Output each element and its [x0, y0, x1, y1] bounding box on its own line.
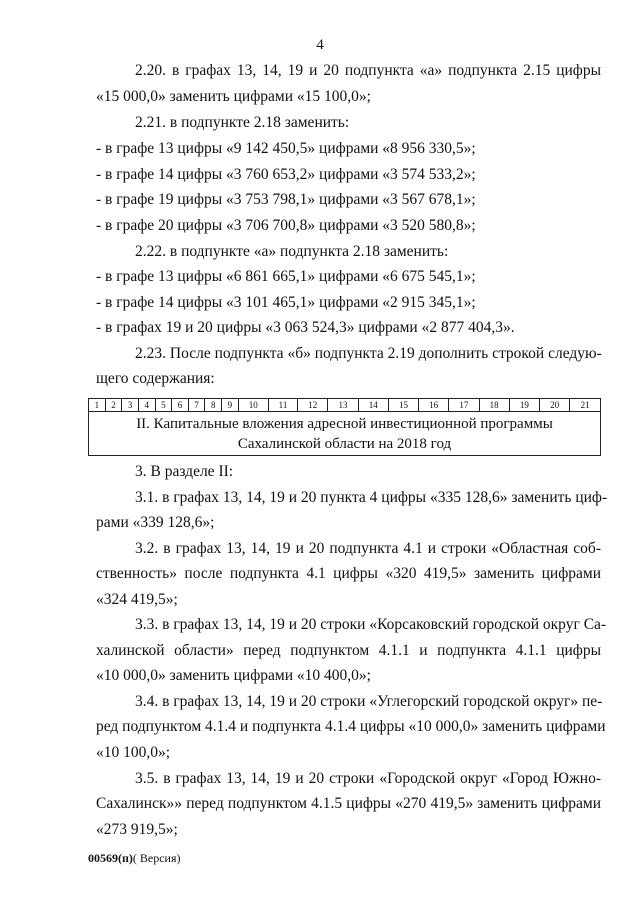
column-number: 18 — [479, 399, 509, 412]
column-number: 7 — [188, 399, 205, 412]
column-number: 9 — [222, 399, 239, 412]
document-footer — [88, 851, 181, 866]
paragraph-line: - в графе 13 цифры «6 861 665,1» цифрами «6 675 545,1»; — [96, 268, 476, 285]
document-version: ( Версия) — [132, 851, 181, 865]
paragraph-line: халинской области» перед подпунктом 4.1.1 и подпункта 4.1.1 цифры — [96, 642, 601, 659]
column-number: 1 — [89, 399, 106, 412]
paragraph-line: «10 000,0» заменить цифрами «10 400,0»; — [96, 667, 371, 684]
paragraph-line: 3.3. в графах 13, 14, 19 и 20 строки «Корсаковский городской округ Са- — [135, 616, 607, 633]
table-title-line: Сахалинской области на 2018 год — [237, 436, 452, 452]
paragraph-line: 3.5. в графах 13, 14, 19 и 20 строки «Городской округ «Город Южно- — [135, 770, 601, 787]
column-number: 20 — [540, 399, 570, 412]
paragraph-line: 3.1. в графах 13, 14, 19 и 20 пункта 4 цифры «335 128,6» заменить циф- — [135, 489, 608, 506]
paragraph-line: - в графе 20 цифры «3 706 700,8» цифрами «3 520 580,8»; — [96, 217, 476, 234]
column-number: 21 — [570, 399, 601, 412]
paragraph-line: - в графе 14 цифры «3 760 653,2» цифрами «3 574 533,2»; — [96, 166, 476, 183]
column-number: 16 — [419, 399, 449, 412]
inserted-table — [88, 398, 601, 456]
paragraph-line: - в графе 14 цифры «3 101 465,1» цифрами «2 915 345,1»; — [96, 294, 476, 311]
column-number: 13 — [328, 399, 358, 412]
column-number: 6 — [172, 399, 189, 412]
paragraph-line: «324 419,5»; — [96, 591, 178, 608]
paragraph-line: 3.2. в графах 13, 14, 19 и 20 подпункта 4.1 и строки «Областная соб- — [135, 540, 601, 557]
paragraph-line: 2.22. в подпункте «а» подпункта 2.18 заменить: — [135, 243, 449, 260]
paragraph-line: 3.4. в графах 13, 14, 19 и 20 строки «Углегорский городской округ» пе- — [135, 693, 603, 710]
column-number: 15 — [388, 399, 418, 412]
table-title-cell — [89, 412, 601, 456]
paragraph-line: 3. В разделе II: — [135, 463, 234, 480]
column-number: 5 — [155, 399, 172, 412]
table-title-row — [89, 412, 601, 456]
paragraph-line: 2.21. в подпункте 2.18 заменить: — [135, 114, 350, 131]
column-number: 3 — [122, 399, 139, 412]
paragraph-line: 2.23. После подпункта «б» подпункта 2.19 дополнить строкой следую- — [135, 345, 602, 362]
column-number: 2 — [105, 399, 122, 412]
paragraph-line: - в графе 19 цифры «3 753 798,1» цифрами «3 567 678,1»; — [96, 191, 476, 208]
paragraph-line: 2.20. в графах 13, 14, 19 и 20 подпункта «а» подпункта 2.15 цифры — [135, 62, 601, 79]
table-header-row — [89, 399, 601, 412]
paragraph-line: Сахалинск»» перед подпунктом 4.1.5 цифры «270 419,5» заменить цифрами — [96, 795, 601, 812]
table-title-line: II. Капитальные вложения адресной инвестиционной программы — [136, 416, 553, 432]
paragraph-line: рами «339 128,6»; — [96, 514, 215, 531]
column-number: 14 — [358, 399, 388, 412]
paragraph-line: щего содержания: — [96, 370, 215, 387]
page-number: 4 — [316, 37, 324, 53]
paragraph-line: ред подпунктом 4.1.4 и подпункта 4.1.4 цифры «10 000,0» заменить цифрами — [96, 718, 606, 735]
paragraph-line: ственность» после подпункта 4.1 цифры «320 419,5» заменить цифрами — [96, 565, 601, 582]
column-number: 10 — [238, 399, 268, 412]
paragraph-line: - в графе 13 цифры «9 142 450,5» цифрами «8 956 330,5»; — [96, 140, 476, 157]
column-number: 4 — [138, 399, 155, 412]
column-number: 12 — [298, 399, 328, 412]
paragraph-line: «10 100,0»; — [96, 744, 171, 761]
paragraph-line: «273 919,5»; — [96, 821, 178, 838]
column-number: 17 — [449, 399, 479, 412]
paragraph-line: «15 000,0» заменить цифрами «15 100,0»; — [96, 88, 371, 105]
column-number: 8 — [205, 399, 222, 412]
column-number: 19 — [509, 399, 539, 412]
paragraph-line: - в графах 19 и 20 цифры «3 063 524,3» цифрами «2 877 404,3». — [96, 319, 515, 336]
document-code: 00569(п) — [88, 851, 133, 865]
column-number: 11 — [268, 399, 297, 412]
